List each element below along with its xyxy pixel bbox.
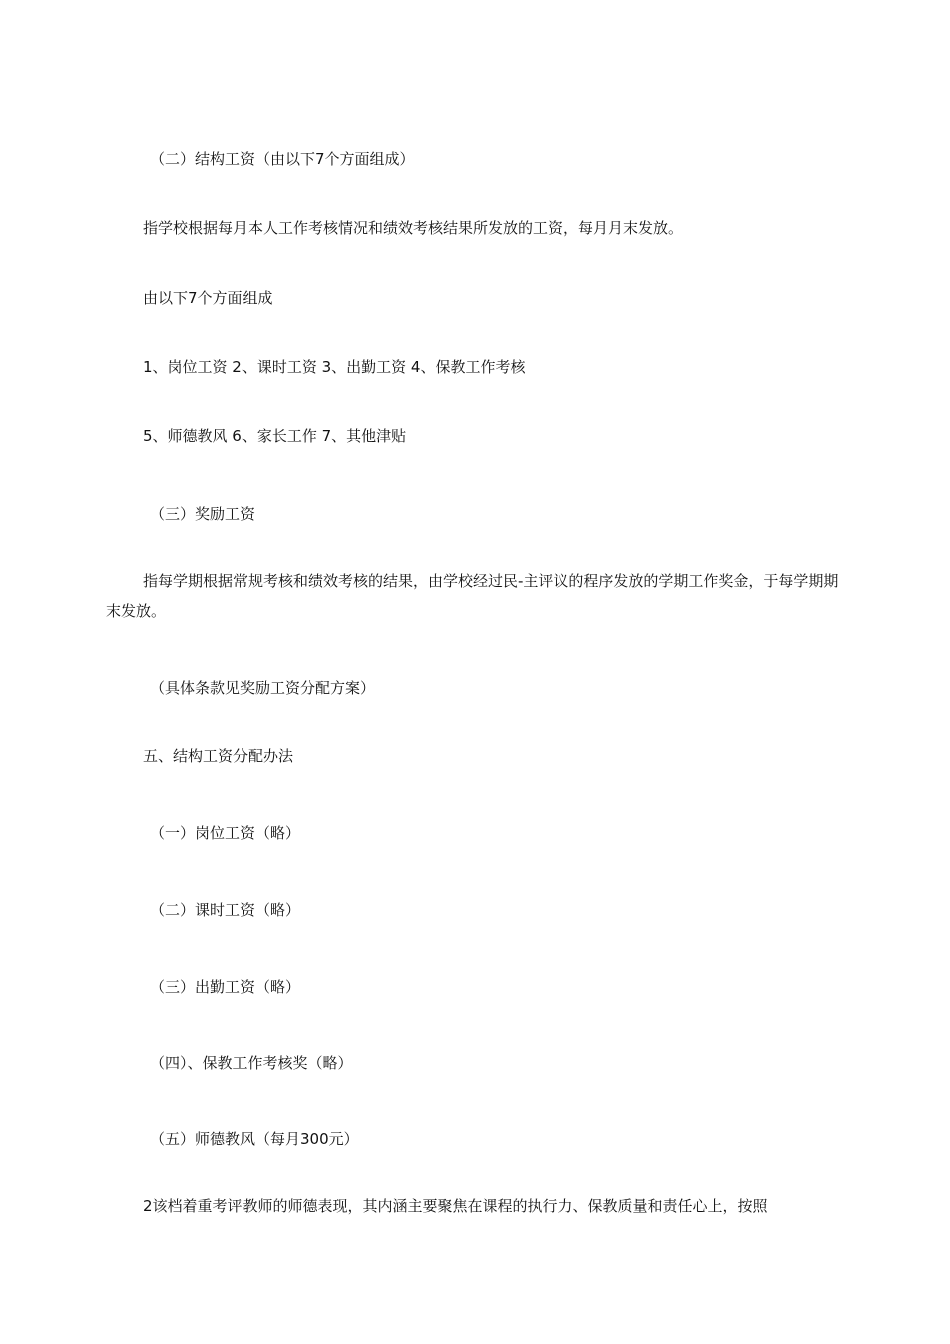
list-items-5-7: 5、师德教风 6、家长工作 7、其他津贴: [143, 427, 407, 445]
item-care-education-reward: （四）、保教工作考核奖（略）: [150, 1054, 353, 1072]
item-class-hour-wage: （二）课时工资（略）: [150, 901, 301, 919]
item-teacher-ethics: （五）师德教风（每月300元）: [150, 1130, 359, 1148]
section-heading-distribution-method: 五、结构工资分配办法: [143, 747, 294, 765]
paragraph-ethics-evaluation: 2该档着重考评教师的师德表现，其内涵主要聚焦在课程的执行力、保教质量和责任心上，按照: [143, 1197, 768, 1215]
section-heading-reward-wage: （三）奖励工资: [150, 505, 256, 523]
section-heading-structure-wage: （二）结构工资（由以下7个方面组成）: [150, 150, 415, 168]
item-post-wage: （一）岗位工资（略）: [150, 824, 301, 842]
list-items-1-4: 1、岗位工资 2、课时工资 3、出勤工资 4、保教工作考核: [143, 358, 526, 376]
note-reward-plan: （具体条款见奖励工资分配方案）: [150, 679, 376, 697]
paragraph-reward-wage-definition: 指每学期根据常规考核和绩效考核的结果，由学校经过民-主评议的程序发放的学期工作奖金，于每学期期末发放。: [106, 572, 839, 620]
item-attendance-wage: （三）出勤工资（略）: [150, 978, 301, 996]
paragraph-composition-intro: 由以下7个方面组成: [143, 289, 273, 307]
paragraph-structure-wage-definition: 指学校根据每月本人工作考核情况和绩效考核结果所发放的工资，每月月末发放。: [143, 219, 684, 237]
